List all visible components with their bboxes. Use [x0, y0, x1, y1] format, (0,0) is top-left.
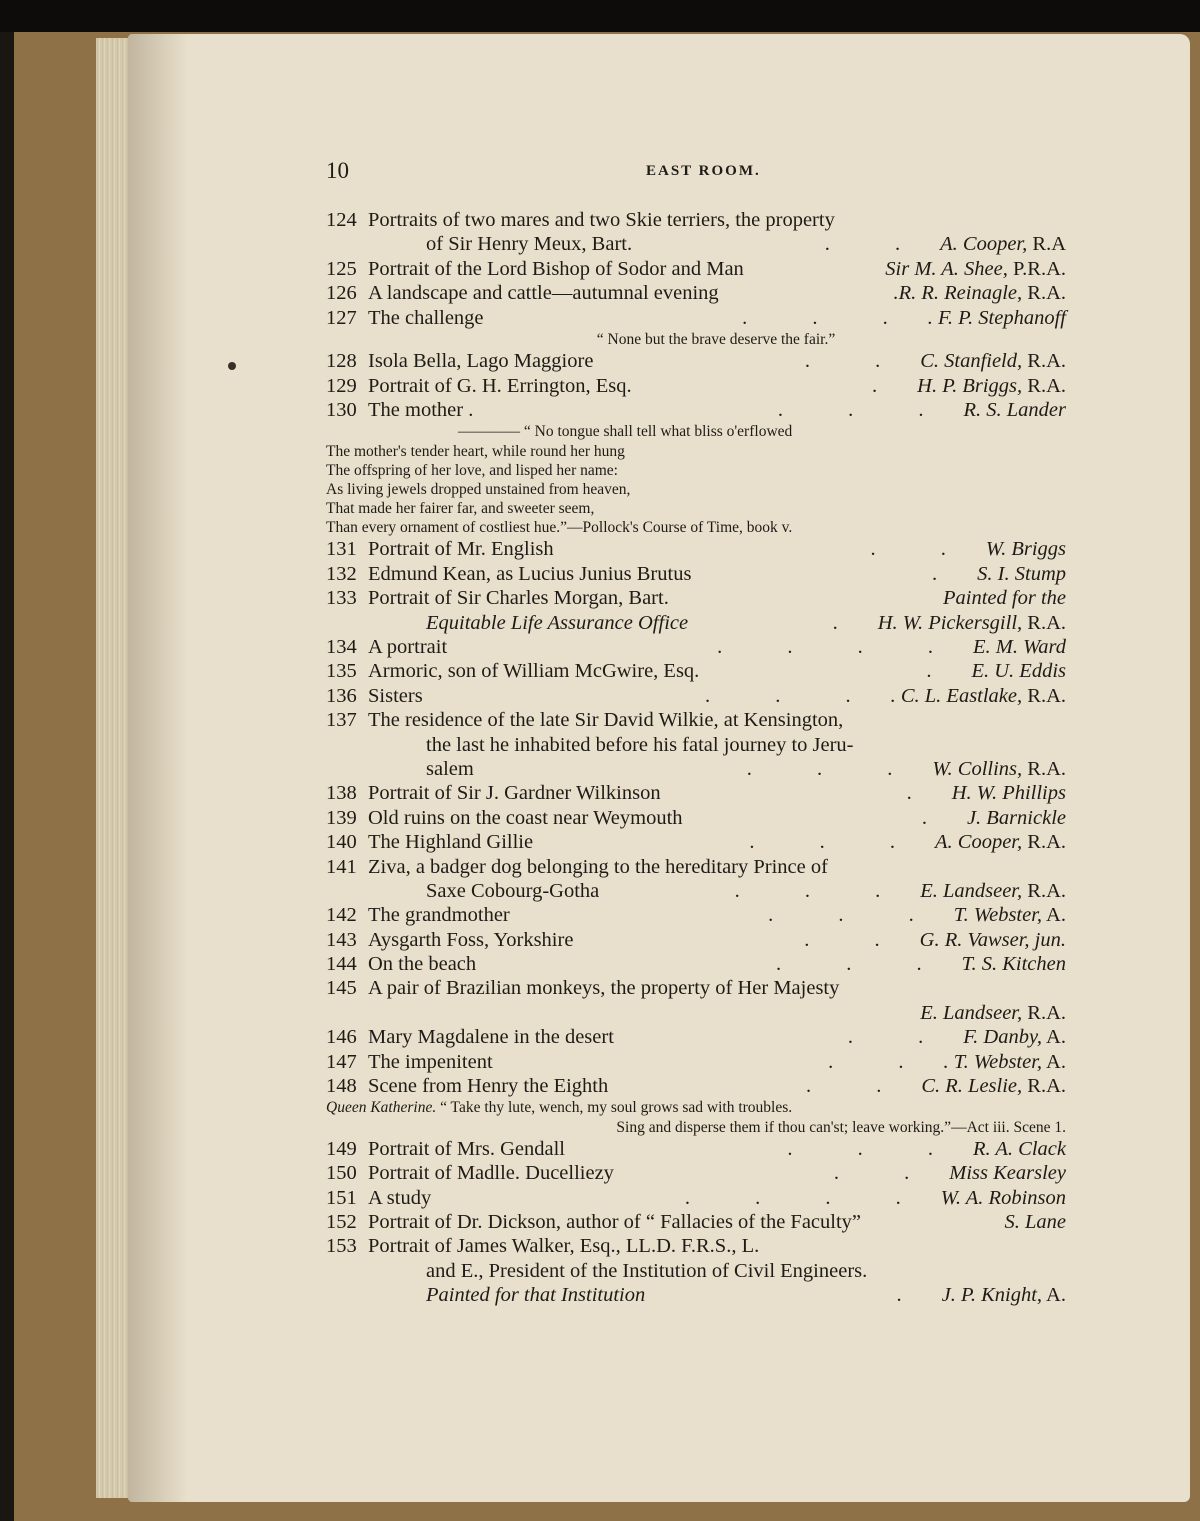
leader-dots: . . . [734, 879, 911, 902]
entry-number: 129 [326, 374, 357, 397]
leader-dots: . . [847, 1026, 954, 1049]
entry-title: Sisters [368, 684, 423, 707]
catalogue-entry [326, 1001, 1066, 1025]
entry-title: The impenitent [368, 1050, 493, 1073]
entry-artist [944, 1050, 1066, 1074]
entry-number: 143 [326, 928, 357, 951]
artist-name: S. Lane [1004, 1210, 1066, 1233]
leader-dots: . . [805, 1075, 912, 1098]
catalogue-entry [326, 1186, 1066, 1210]
entry-number: 139 [326, 806, 357, 829]
epigraph-130-line: The mother's tender heart, while round her hung [326, 442, 625, 460]
entry-number: 132 [326, 562, 357, 585]
entry-title: Isola Bella, Lago Maggiore [368, 350, 594, 373]
entry-number: 145 [326, 977, 357, 1000]
entry-number: 142 [326, 904, 357, 927]
entry-number: 134 [326, 636, 357, 658]
epigraph-speaker: Queen Katherine. [326, 1099, 437, 1117]
catalogue-entry [326, 708, 1066, 732]
catalogue-entry [326, 562, 1066, 586]
entry-title: Portrait of Dr. Dickson, author of “ Fallacies of the Faculty” [368, 1210, 862, 1233]
entry-number: 153 [326, 1235, 357, 1258]
entry-number: 125 [326, 257, 357, 280]
artist-name: . F. P. Stephanoff [927, 306, 1066, 329]
running-head: EAST ROOM. [646, 163, 761, 179]
entry-number: 147 [326, 1050, 357, 1073]
leader-dots: . . . [746, 757, 923, 780]
artist-name: C. Stanfield, [920, 350, 1023, 373]
entry-title: Portraits of two mares and two Skie terriers, the property [368, 209, 835, 231]
entry-number [326, 1283, 368, 1307]
entry-title: On the beach [368, 953, 477, 976]
entry-title: A landscape and cattle—autumnal evening [368, 282, 719, 305]
entry-title: of Sir Henry Meux, Bart. [426, 233, 633, 256]
entry-number: 124 [326, 209, 357, 231]
entry-number [326, 611, 368, 635]
ink-smudge [228, 362, 236, 370]
entry-title: Portrait of Mrs. Gendall [368, 1137, 565, 1160]
artist-name: . C. L. Eastlake, [890, 684, 1023, 707]
entry-artist [963, 1025, 1066, 1049]
leader-dots: . . . . [717, 636, 963, 658]
entry-artist [920, 928, 1066, 952]
leader-dots: . [921, 806, 957, 829]
artist-rank: R.A. [1022, 282, 1066, 305]
epigraph-text: “ Take thy lute, wench, my soul grows sad with troubles. [436, 1099, 793, 1117]
entry-title: salem [426, 757, 474, 780]
catalogue-entry [326, 1050, 1066, 1074]
artist-name: C. R. Leslie, [921, 1075, 1023, 1098]
catalogue-entry [326, 781, 1066, 805]
entry-artist [973, 1137, 1066, 1161]
leader-dots: . . [833, 1162, 940, 1185]
entry-artist [971, 659, 1066, 683]
entry-title: and E., President of the Institution of Civil Engineers. [426, 1259, 868, 1282]
entry-number: 144 [326, 953, 357, 976]
epigraph-130-line: That made her fairer far, and sweeter seem, [326, 500, 595, 518]
artist-name: J. Barnickle [966, 806, 1066, 829]
entry-artist [932, 757, 1066, 781]
entry-number: 136 [326, 684, 357, 707]
entry-title: Armoric, son of William McGwire, Esq. [368, 660, 700, 683]
catalogue-entry [326, 684, 1066, 708]
entry-number: 130 [326, 398, 357, 421]
entry-artist [920, 879, 1066, 903]
entry-artist [942, 1283, 1066, 1307]
artist-name: H. W. Pickersgill, [877, 611, 1023, 634]
catalogue-entry [326, 1283, 1066, 1307]
epigraph-130-line: As living jewels dropped unstained from heaven, [326, 480, 631, 498]
entry-title: The mother . [368, 398, 474, 421]
catalogue-entry [326, 879, 1066, 903]
catalogue-entry [326, 1137, 1066, 1161]
entry-number [326, 232, 368, 256]
catalogue-entry [326, 635, 1066, 659]
page-number: 10 [326, 158, 349, 183]
leader-dots: . . . [787, 1137, 963, 1160]
entry-artist [952, 781, 1066, 805]
artist-rank: P.R.A. [1007, 257, 1066, 280]
entry-number: 126 [326, 282, 357, 305]
entry-number: 128 [326, 350, 357, 373]
entry-artist [967, 806, 1066, 830]
entry-title: A study [368, 1186, 432, 1209]
catalogue-entry [326, 306, 1066, 330]
leader-dots: . [932, 562, 968, 585]
artist-name: E. U. Eddis [971, 660, 1066, 683]
artist-name: T. S. Kitchen [961, 953, 1066, 976]
artist-name: T. Webster, [953, 904, 1043, 927]
entry-number [326, 733, 368, 757]
artist-name: E. Landseer, [920, 879, 1023, 902]
artist-name: . T. Webster, [943, 1050, 1043, 1073]
catalogue-entry [326, 586, 1066, 610]
entry-artist [891, 684, 1066, 708]
entry-number: 149 [326, 1137, 357, 1160]
entry-title: Aysgarth Foss, Yorkshire [368, 928, 574, 951]
artist-rank: A. [1042, 904, 1066, 927]
epigraph-148-line [326, 1098, 1066, 1117]
entry-artist [928, 306, 1066, 330]
catalogue-entry [326, 537, 1066, 561]
entry-artist [1005, 1210, 1067, 1234]
catalogue-entry [326, 1025, 1066, 1049]
entry-number: 138 [326, 782, 357, 805]
epigraph-127: “ None but the brave deserve the fair.” [596, 330, 836, 348]
entry-number [326, 1259, 368, 1283]
artist-name: E. Landseer, [920, 1001, 1023, 1024]
leader-dots: . [896, 1284, 932, 1307]
leader-dots: . [926, 660, 962, 683]
artist-name: S. I. Stump [977, 562, 1066, 585]
entry-number [326, 879, 368, 903]
entry-number: 141 [326, 855, 357, 878]
entry-artist [986, 537, 1066, 561]
artist-name: .R. R. Reinagle, [893, 282, 1023, 305]
catalogue-entries [326, 208, 1066, 1308]
entry-number: 135 [326, 660, 357, 683]
artist-rank: R.A. [1022, 879, 1066, 902]
catalogue-entry [326, 257, 1066, 281]
entry-number: 148 [326, 1075, 357, 1098]
entry-artist [885, 257, 1066, 281]
entry-artist [920, 1001, 1066, 1025]
leader-dots: . . . [768, 904, 944, 927]
catalogue-entry [326, 208, 1066, 232]
entry-artist [949, 1161, 1066, 1185]
entry-number: 133 [326, 587, 357, 610]
entry-number: 152 [326, 1210, 357, 1233]
entry-artist [941, 1186, 1066, 1210]
entry-title: Portrait of Sir Charles Morgan, Bart. [368, 587, 669, 610]
entry-artist [893, 281, 1066, 305]
entry-title: Portrait of Sir J. Gardner Wilkinson [368, 782, 661, 805]
entry-title: The grandmother [368, 904, 510, 927]
leader-dots: . . . [742, 306, 918, 329]
entry-title: Portrait of the Lord Bishop of Sodor and Man [368, 257, 744, 280]
entry-title: Scene from Henry the Eighth [368, 1075, 609, 1098]
catalogue-entry [326, 903, 1066, 927]
entry-number: 150 [326, 1162, 357, 1185]
artist-rank: R.A. [1022, 757, 1066, 780]
artist-name: H. W. Phillips [951, 782, 1066, 805]
artist-rank: R.A [1027, 233, 1066, 256]
leader-dots: . [906, 782, 942, 805]
artist-name: A. Cooper, [940, 233, 1028, 256]
entry-title: The Highland Gillie [368, 831, 534, 854]
leader-dots: . . . [777, 398, 954, 421]
entry-title: Portrait of Mr. English [368, 538, 554, 561]
artist-rank: A. [1042, 1284, 1066, 1307]
entry-title: Portrait of James Walker, Esq., LL.D. F.R.S., L. [368, 1235, 760, 1258]
entry-title: Saxe Cobourg-Gotha [426, 879, 600, 902]
catalogue-entry [326, 1234, 1066, 1258]
catalogue-entry [326, 928, 1066, 952]
leader-dots: . . . . [684, 1186, 931, 1209]
entry-number [326, 1001, 368, 1025]
artist-name: J. P. Knight, [941, 1284, 1043, 1307]
entry-artist [943, 586, 1066, 610]
leader-dots: . . [804, 928, 910, 951]
artist-rank: R.A. [1022, 611, 1066, 634]
epigraph-130-line: The offspring of her love, and lisped her name: [326, 461, 618, 479]
artist-name: R. S. Lander [963, 398, 1066, 421]
artist-rank: A. [1042, 1050, 1066, 1073]
entry-number: 137 [326, 709, 357, 732]
entry-artist [964, 398, 1067, 422]
catalogue-entry [326, 349, 1066, 373]
catalogue-entry [326, 830, 1066, 854]
entry-artist [940, 232, 1066, 256]
artist-name: H. P. Briggs, [917, 374, 1023, 397]
catalogue-entry [326, 733, 1066, 757]
page-gutter-shadow [128, 34, 188, 1502]
catalogue-entry [326, 806, 1066, 830]
catalogue-entry [326, 398, 1066, 422]
catalogue-entry [326, 1259, 1066, 1283]
entry-title: A pair of Brazilian monkeys, the property of Her Majesty [368, 977, 840, 1000]
artist-name: Miss Kearsley [949, 1162, 1066, 1185]
artist-name: W. A. Robinson [940, 1186, 1066, 1209]
artist-name: W. Briggs [985, 538, 1066, 561]
artist-name: F. Danby, [963, 1026, 1043, 1049]
artist-name: R. A. Clack [973, 1137, 1066, 1160]
epigraph-130-line: Than every ornament of costliest hue.”—Pollock's Course of Time, book v. [326, 519, 793, 537]
entry-artist [973, 635, 1066, 659]
artist-rank: R.A. [1022, 1001, 1066, 1024]
artist-rank: R.A. [1022, 350, 1066, 373]
leader-dots: . [832, 611, 868, 634]
artist-name: Sir M. A. Shee, [885, 257, 1008, 280]
artist-rank: R.A. [1022, 684, 1066, 707]
leader-dots: . . . [704, 684, 881, 707]
catalogue-entry [326, 855, 1066, 879]
catalogue-entry [326, 1161, 1066, 1185]
leader-dots: . . [870, 538, 976, 561]
entry-title: The challenge [368, 306, 484, 329]
entry-title: A portrait [368, 636, 448, 658]
artist-rank: R.A. [1022, 374, 1066, 397]
catalogue-entry [326, 659, 1066, 683]
entry-title: Painted for that Institution [426, 1284, 646, 1307]
artist-name: Painted for the [943, 587, 1066, 610]
entry-artist [954, 903, 1066, 927]
entry-title: Ziva, a badger dog belonging to the hereditary Prince of [368, 855, 828, 878]
entry-artist [921, 1074, 1066, 1098]
leader-dots: . . [824, 233, 931, 256]
entry-title: Edmund Kean, as Lucius Junius Brutus [368, 562, 692, 585]
entry-number: 140 [326, 831, 357, 854]
artist-rank: A. [1042, 1026, 1066, 1049]
leader-dots: . [872, 374, 908, 397]
entry-title: The residence of the late Sir David Wilkie, at Kensington, [368, 709, 844, 732]
catalogue-entry [326, 1074, 1066, 1098]
artist-rank: R.A. [1022, 1075, 1066, 1098]
entry-number [326, 757, 368, 781]
entry-artist [977, 562, 1066, 586]
leader-dots: . . [804, 350, 911, 373]
catalogue-entry [326, 976, 1066, 1000]
artist-name: E. M. Ward [972, 636, 1066, 658]
artist-rank: R.A. [1022, 831, 1066, 854]
entry-title: Portrait of Madlle. Ducelliezy [368, 1162, 614, 1185]
catalogue-entry [326, 1210, 1066, 1234]
entry-artist [878, 611, 1066, 635]
catalogue-entry [326, 232, 1066, 256]
catalogue-entry [326, 952, 1066, 976]
leader-dots: . . . [749, 831, 926, 854]
epigraph-130-line: ———— “ No tongue shall tell what bliss o'erflowed [458, 423, 793, 441]
entry-artist [935, 830, 1066, 854]
entry-title: Old ruins on the coast near Weymouth [368, 806, 683, 829]
entry-title: Portrait of G. H. Errington, Esq. [368, 374, 632, 397]
epigraph-148-line: Sing and disperse them if thou can'st; leave working.”—Act iii. Scene 1. [616, 1118, 1066, 1136]
leader-dots: . . [828, 1050, 934, 1073]
catalogue-entry [326, 757, 1066, 781]
book-spine-edge [0, 32, 14, 1521]
entry-artist [917, 374, 1066, 398]
entry-number: 146 [326, 1026, 357, 1049]
entry-title: Equitable Life Assurance Office [426, 611, 689, 634]
entry-title: Mary Magdalene in the desert [368, 1026, 614, 1049]
catalogue-entry [326, 374, 1066, 398]
entry-title [368, 1001, 920, 1025]
entry-number: 131 [326, 538, 357, 561]
entry-number: 151 [326, 1186, 357, 1209]
leader-dots: . . . [775, 953, 952, 976]
page-header [326, 158, 1066, 188]
catalogue-entry [326, 611, 1066, 635]
artist-name: A. Cooper, [935, 831, 1023, 854]
catalogue-entry [326, 281, 1066, 305]
entry-number: 127 [326, 306, 357, 329]
artist-name: W. Collins, [932, 757, 1023, 780]
entry-artist [962, 952, 1066, 976]
entry-artist [920, 349, 1066, 373]
entry-title: the last he inhabited before his fatal journey to Jeru- [426, 733, 854, 756]
artist-name: G. R. Vawser, jun. [919, 928, 1066, 951]
